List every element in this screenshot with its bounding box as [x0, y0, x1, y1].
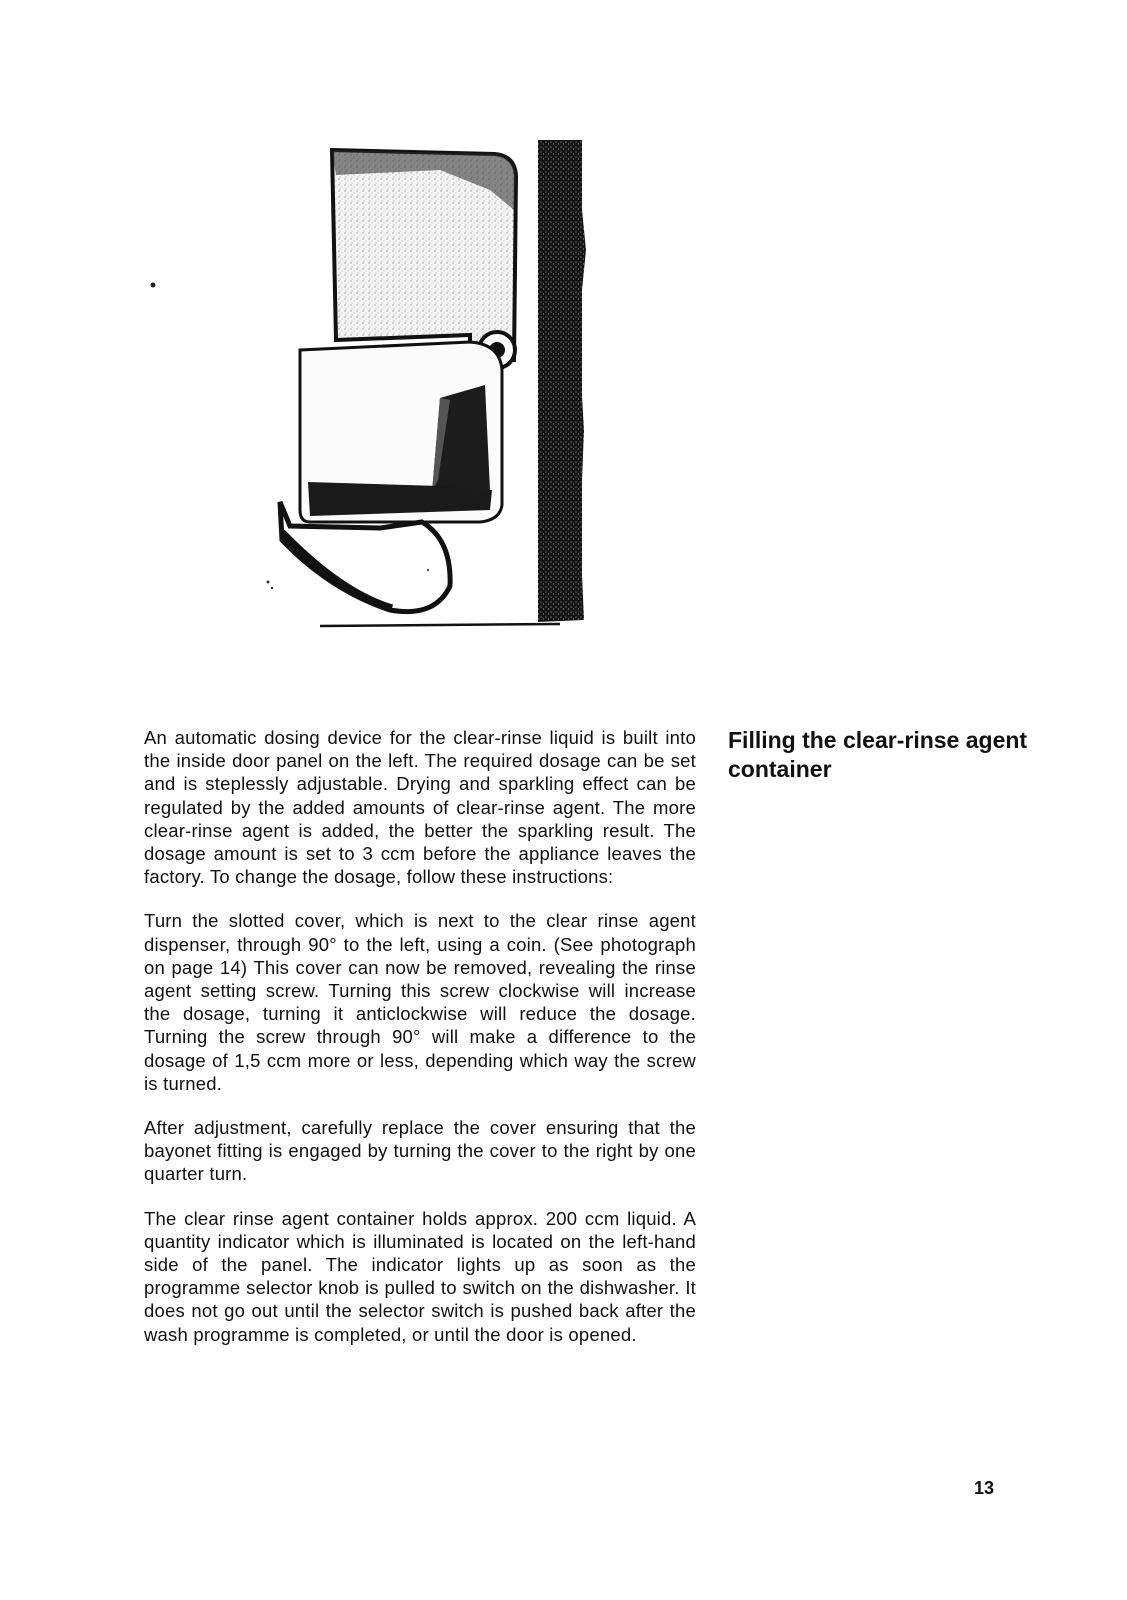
adjustment-paragraph: Turn the slotted cover, which is next to the clear rinse agent dispenser, through 90° to the left, using a coin. (See photograph on page 14) This cover can now be removed, revealing the rinse agent setting screw. Turning this screw clockwise will increase the dosage, turning it anticlockwise will reduce the dosage. Turning the screw through 90° will make a difference to the dosage of 1,5 ccm more or less, depending which way the screw is turned. — [144, 910, 696, 1094]
replace-cover-paragraph: After adjustment, carefully replace the cover ensuring that the bayonet fitting is engaged by turning the cover to the right by one quarter turn. — [144, 1117, 696, 1185]
body-text — [144, 726, 696, 1367]
rinse-aid-dispenser-figure — [140, 130, 620, 650]
section-heading: Filling the clear-rinse agent container — [728, 727, 1028, 782]
rinse-aid-dispenser-photo-icon — [140, 130, 620, 650]
container-capacity-paragraph: The clear rinse agent container holds approx. 200 ccm liquid. A quantity indicator which is illuminated is located on the left-hand side of the panel. The indicator lights up as soon as the programme selector knob is pulled to switch on the dishwasher. It does not go out until the selector switch is pushed back after the wash programme is completed, or until the door is opened. — [144, 1207, 696, 1345]
page-number: 13 — [974, 1478, 995, 1498]
intro-paragraph: An automatic dosing device for the clear-rinse liquid is built into the inside door panel on the left. The required dosage can be set and is steplessly adjustable. Drying and sparkling effect can be regulated by the added amounts of clear-rinse agent. The more clear-rinse agent is added, the better the sparkling result. The dosage amount is set to 3 ccm before the appliance leaves the factory. To change the dosage, follow these instructions: — [144, 727, 696, 888]
